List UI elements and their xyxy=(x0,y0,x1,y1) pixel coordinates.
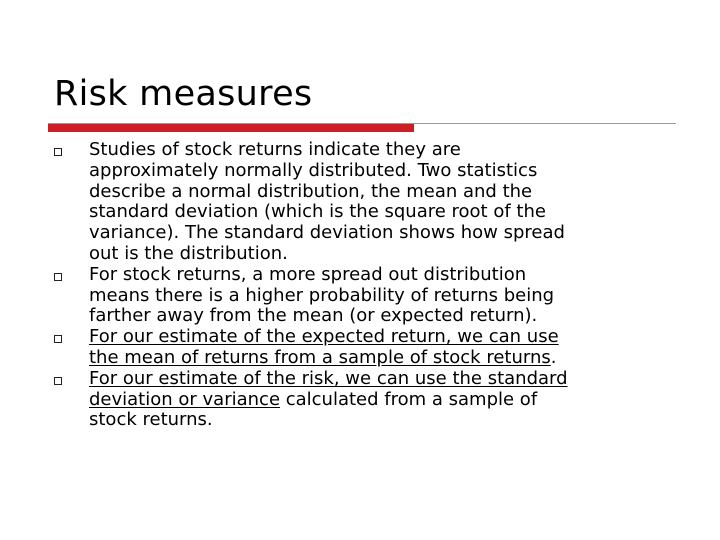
bullet-text: means there is a higher probability of returns being xyxy=(89,284,555,306)
square-bullet-icon xyxy=(54,273,62,281)
bullet-line xyxy=(89,223,672,244)
bullet-line xyxy=(89,410,672,431)
bullet-text: variance). The standard deviation shows how spread xyxy=(89,222,565,244)
bullet-line xyxy=(89,202,672,223)
bullet-line xyxy=(89,327,672,348)
bullet-line xyxy=(89,244,672,265)
bullet-text: approximately normally distributed. Two statistics xyxy=(89,159,538,181)
bullet-line xyxy=(89,140,672,161)
underlined-text: the mean of returns from a sample of stock returns xyxy=(89,346,551,368)
square-bullet-icon xyxy=(54,377,62,385)
underlined-text: deviation or variance xyxy=(89,388,281,410)
square-bullet-icon xyxy=(54,148,62,156)
underlined-text: For our estimate of the risk, we can use the standard xyxy=(89,367,568,389)
slide-title: Risk measures xyxy=(54,74,313,114)
bullet-text: standard deviation (which is the square root of the xyxy=(89,201,546,223)
bullet-item xyxy=(52,265,672,327)
bullet-line xyxy=(89,286,672,307)
underlined-text: For our estimate of the expected return, we can use xyxy=(89,326,559,348)
title-divider-accent xyxy=(48,124,414,132)
bullet-text: stock returns. xyxy=(89,409,213,431)
bullet-line xyxy=(89,306,672,327)
bullet-line xyxy=(89,182,672,203)
bullet-text: calculated from a sample of xyxy=(280,388,538,410)
square-bullet-icon xyxy=(54,335,62,343)
bullet-item xyxy=(52,140,672,265)
bullet-text: farther away from the mean (or expected return). xyxy=(89,305,538,327)
bullet-text: For stock returns, a more spread out distribution xyxy=(89,263,527,285)
bullet-item xyxy=(52,369,672,431)
bullet-text: Studies of stock returns indicate they are xyxy=(89,139,461,160)
bullet-line xyxy=(89,390,672,411)
bullet-line xyxy=(89,369,672,390)
bullet-line xyxy=(89,161,672,182)
bullet-item xyxy=(52,327,672,369)
bullet-text: . xyxy=(550,346,557,368)
bullet-line xyxy=(89,348,672,369)
bullet-list xyxy=(52,140,672,431)
bullet-text: out is the distribution. xyxy=(89,242,288,264)
bullet-line xyxy=(89,265,672,286)
bullet-text: describe a normal distribution, the mean and the xyxy=(89,180,533,202)
